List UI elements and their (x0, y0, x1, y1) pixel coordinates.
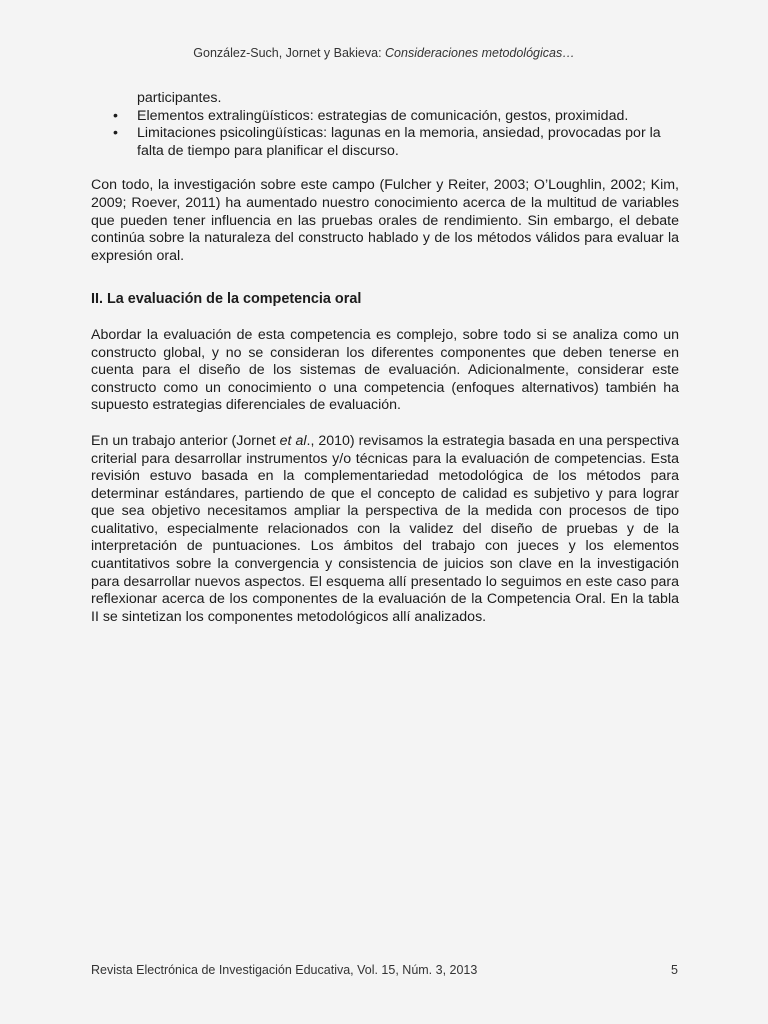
citation-et-al: et al (279, 432, 307, 449)
header-title: Consideraciones metodológicas… (385, 46, 575, 60)
list-item: • Limitaciones psicolingüísticas: lagunas en la memoria, ansiedad, provocadas por la falta de tiempo para planificar el discurso. (137, 125, 679, 160)
bullet-list (91, 108, 679, 161)
header-authors: González-Such, Jornet y Bakieva: (193, 46, 386, 60)
page-number: 5 (671, 963, 678, 977)
list-item: • Elementos extralingüísticos: estrategias de comunicación, gestos, proximidad. (137, 108, 679, 126)
footer-journal: Revista Electrónica de Investigación Educativa, Vol. 15, Núm. 3, 2013 (91, 963, 478, 977)
page-body (91, 90, 679, 626)
paragraph-research: Con todo, la investigación sobre este campo (Fulcher y Reiter, 2003; O’Loughlin, 2002; Kim, 2009; Roever, 2011) ha aumentado nuestro conocimiento acerca de la multitud de variables que pueden tener influencia en las pruebas orales de rendimiento. Sin embargo, el debate continúa sobre la naturaleza del constructo hablado y de los métodos válidos para evaluar la expresión oral. (91, 177, 679, 264)
paragraph-evaluation: Abordar la evaluación de esta competencia es complejo, sobre todo si se analiza como un constructo global, y no se consideran los diferentes componentes que deben tenerse en cuenta para el diseño de los sistemas de evaluación. Adicionalmente, considerar este constructo como un conocimiento o una competencia (enfoques alternativos) también ha supuesto estrategias diferenciales de evaluación. (91, 326, 679, 414)
paragraph-previous-work (91, 433, 679, 627)
paragraph-text: ., 2010) revisamos la estrategia basada en una perspectiva criterial para desarrollar instrumentos y/o técnicas para la evaluación de competencias. Esta revisión estuvo basada en la complementariedad metodológica de los métodos para determinar estándares, partiendo de que el concepto de calidad es subjetivo y para lograr que sea objetivo necesitamos ampliar la perspectiva de la medida con procesos de tipo cualitativo, especialmente relacionados con la validez del diseño de pruebas y de la interpretación de puntuaciones. Los ámbitos del trabajo con jueces y los elementos cuantitativos sobre la convergencia y consistencia de juicios son clave en la investigación para desarrollar nuevos aspectos. El esquema allí presentado lo seguimos en este caso para reflexionar acerca de los componentes de la evaluación de la Competencia Oral. En la tabla II se sintetizan los componentes metodológicos allí analizados. (91, 432, 679, 625)
paragraph-text: En un trabajo anterior (Jornet (91, 432, 280, 449)
list-continuation: participantes. (137, 90, 222, 106)
running-header (0, 46, 768, 60)
section-heading: II. La evaluación de la competencia oral (91, 291, 362, 308)
